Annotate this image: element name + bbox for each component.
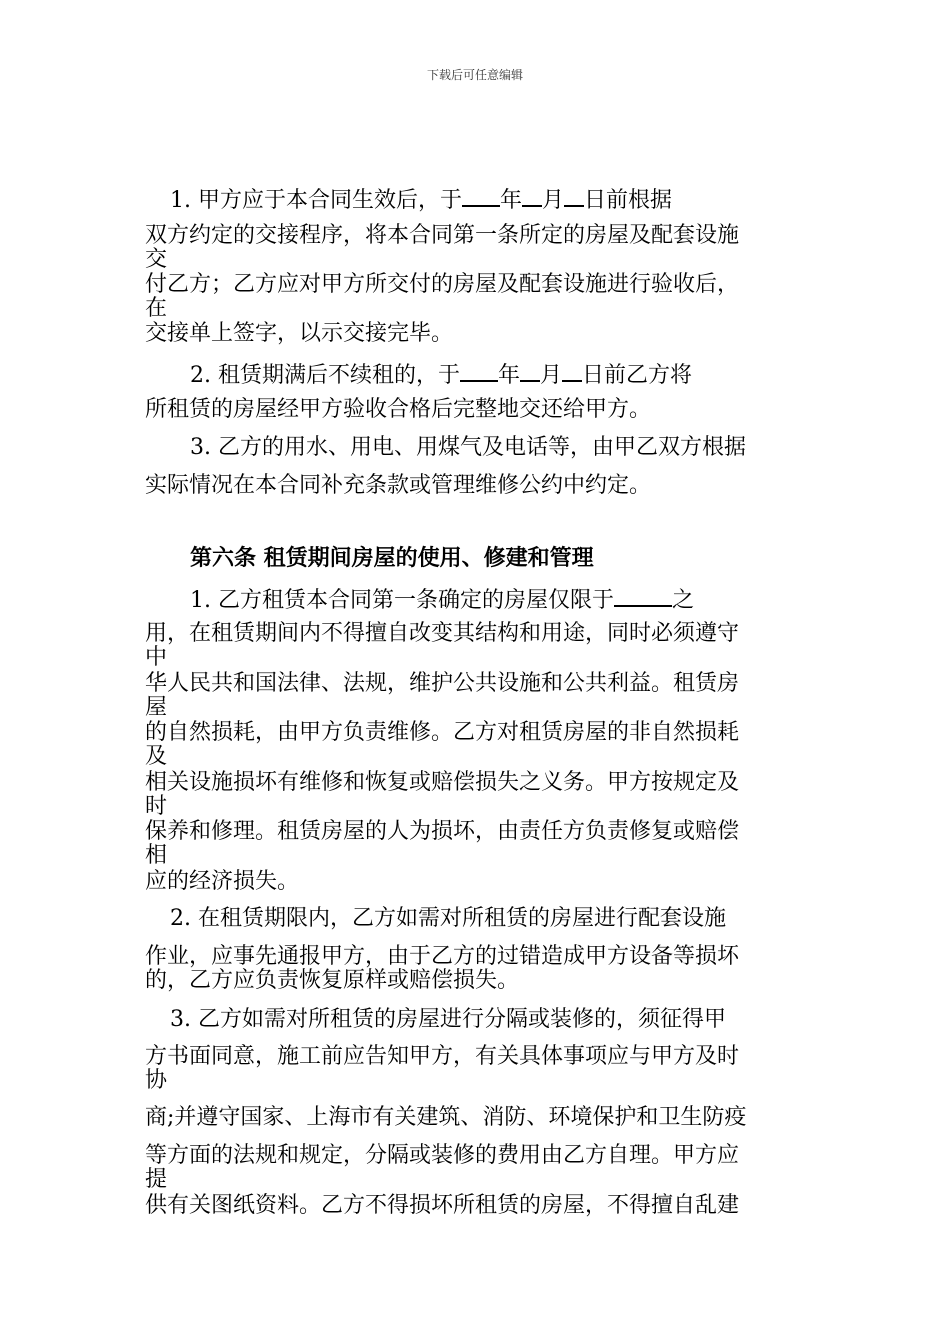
s6-item3-line4: 等方面的法规和规定，分隔或装修的费用由乙方自理。甲方应 <box>145 1143 740 1168</box>
s5-item1-line1 <box>170 185 672 213</box>
s5-item2-month: 月 <box>540 363 563 388</box>
s6-item1-line1-a: 1. 乙方租赁本合同第一条确定的房屋仅限于 <box>190 588 614 613</box>
s6-item1-line5: 相关设施损坏有维修和恢复或赔偿损失之义务。甲方按规定及 <box>145 770 740 795</box>
blank-month <box>520 360 540 382</box>
s6-item3-line2: 方书面同意，施工前应告知甲方，有关具体事项应与甲方及时 <box>145 1044 740 1069</box>
s6-item1-line6: 保养和修理。租赁房屋的人为损坏，由责任方负责修复或赔偿 <box>145 819 740 844</box>
blank-use <box>614 585 672 607</box>
blank-day <box>564 185 584 207</box>
s6-item3-line2-wrap: 协 <box>145 1068 168 1093</box>
blank-year <box>460 360 498 382</box>
s6-item1-line4-wrap: 及 <box>145 744 168 769</box>
s6-item1-line3-wrap: 屋 <box>145 695 168 720</box>
s5-item2-year: 年 <box>497 363 520 388</box>
s5-item2-line2: 所租赁的房屋经甲方验收合格后完整地交还给甲方。 <box>145 397 652 422</box>
s6-item3-line1: 3. 乙方如需对所租赁的房屋进行分隔或装修的，须征得甲 <box>170 1007 726 1032</box>
s6-item3-line5: 供有关图纸资料。乙方不得损坏所租赁的房屋，不得擅自乱建 <box>145 1193 740 1218</box>
blank-day <box>562 360 582 382</box>
s5-item1-line3-wrap: 在 <box>145 296 168 321</box>
s5-item2-line1-d: 日前乙方将 <box>582 363 693 388</box>
s6-item3-line4-wrap: 提 <box>145 1167 168 1192</box>
s5-item1-line1-d: 日前根据 <box>584 188 673 213</box>
s5-item2-line1 <box>190 360 692 388</box>
s6-item1-line3: 华人民共和国法律、法规，维护公共设施和公共利益。租赁房 <box>145 671 740 696</box>
s6-item1-line6-wrap: 相 <box>145 843 168 868</box>
s6-item1-line2-wrap: 中 <box>145 645 168 670</box>
s5-item3-line2: 实际情况在本合同补充条款或管理维修公约中约定。 <box>145 473 652 498</box>
s5-item1-year: 年 <box>499 188 522 213</box>
s6-item2-line1: 2. 在租赁期限内，乙方如需对所租赁的房屋进行配套设施 <box>170 906 726 931</box>
page-header-note: 下载后可任意编辑 <box>426 68 523 82</box>
s5-item1-month: 月 <box>542 188 565 213</box>
blank-year <box>462 185 500 207</box>
s6-item1-line7: 应的经济损失。 <box>145 869 300 894</box>
s6-item2-line2: 作业，应事先通报甲方，由于乙方的过错造成甲方设备等损坏 <box>145 944 740 969</box>
s5-item1-line2-wrap: 交 <box>145 247 168 272</box>
s5-item3-line1: 3. 乙方的用水、用电、用煤气及电话等，由甲乙双方根据 <box>190 435 746 460</box>
s5-item1-line4: 交接单上签字，以示交接完毕。 <box>145 321 454 346</box>
blank-month <box>522 185 542 207</box>
s6-item2-line3: 的，乙方应负责恢复原样或赔偿损失。 <box>145 968 520 993</box>
s5-item1-line1-a: 1. 甲方应于本合同生效后，于 <box>170 188 462 213</box>
section6-title: 第六条 租赁期间房屋的使用、修建和管理 <box>190 545 594 571</box>
s6-item3-line3: 商;并遵守国家、上海市有关建筑、消防、环境保护和卫生防疫 <box>145 1105 747 1130</box>
s6-item1-line1 <box>190 585 694 613</box>
s6-item1-line2: 用，在租赁期间内不得擅自改变其结构和用途，同时必须遵守 <box>145 621 740 646</box>
s6-item1-line4: 的自然损耗，由甲方负责维修。乙方对租赁房屋的非自然损耗 <box>145 720 740 745</box>
s6-item1-line5-wrap: 时 <box>145 794 168 819</box>
s6-item1-line1-b: 之 <box>672 588 695 613</box>
s5-item1-line2: 双方约定的交接程序，将本合同第一条所定的房屋及配套设施 <box>145 223 740 248</box>
s5-item1-line3: 付乙方；乙方应对甲方所交付的房屋及配套设施进行验收后， <box>145 272 740 297</box>
s5-item2-line1-a: 2. 租赁期满后不续租的，于 <box>190 363 460 388</box>
